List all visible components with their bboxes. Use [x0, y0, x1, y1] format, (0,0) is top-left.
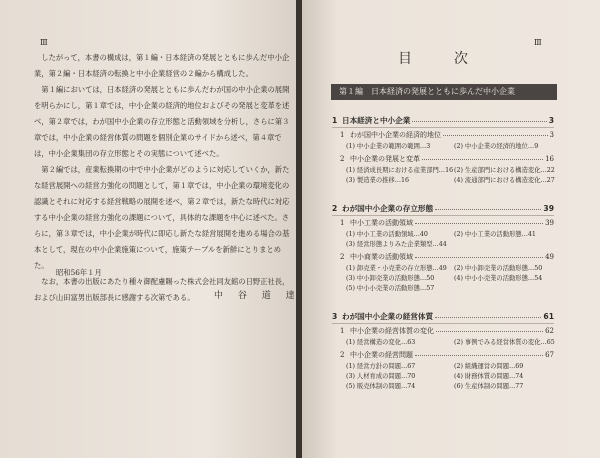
preface-line: 第２編では，産業転換期の中で中小企業がどのように対応していくか，新た — [34, 165, 290, 174]
entry-page: 3 — [549, 131, 554, 139]
entry-number: 2 — [340, 155, 345, 163]
entry-number: 3 — [332, 312, 338, 321]
entry-page: 16 — [545, 155, 554, 163]
subsection-number: (1) — [346, 363, 357, 370]
subsection-entry — [454, 142, 554, 151]
subsection-entry — [346, 382, 446, 391]
subsection-title: 中小工業の活動形態 — [464, 231, 522, 238]
entry-title: わが国中小企業の存立形態 — [342, 204, 434, 213]
entry-page: 61 — [543, 312, 554, 321]
subsection-number: (4) — [454, 275, 465, 282]
entry-page: 49 — [545, 253, 554, 261]
entry-page: 67 — [545, 351, 554, 359]
entry-number: 1 — [332, 116, 338, 125]
subsection-page: …9 — [527, 143, 539, 150]
section-entry — [340, 154, 554, 164]
part-title-bar — [331, 84, 557, 100]
subsection-title: 中小小売業の活動形態 — [464, 275, 528, 282]
subsection-number: (2) — [454, 363, 465, 370]
subsection-number: (4) — [454, 177, 465, 184]
subsection-entry — [346, 338, 446, 347]
entry-title: わが国中小企業の経営体質 — [342, 312, 434, 321]
preface-line: 業，第２編・日本経済の転換と中小企業経営の２編から構成した。 — [34, 69, 253, 78]
preface-line: らに，第３章では，中小企業が時代に即応し新たな経営展開を進める場合の基 — [34, 229, 290, 238]
subsection-entry — [346, 240, 446, 249]
subsection-title: 人材育成の問題 — [356, 373, 401, 380]
section-entry — [340, 218, 554, 228]
subsection-number: (1) — [346, 231, 357, 238]
entry-title: わが国中小企業の経済的地位 — [350, 131, 441, 139]
subsection-page: …27 — [540, 177, 555, 184]
chapter-entry — [332, 204, 554, 214]
preface-line: する中小企業の経営力強化の課題について，具体的な課題を中心に述べた。さ — [34, 213, 290, 222]
subsection-entry — [454, 176, 554, 185]
entry-title: 日本経済と中小企業 — [342, 116, 411, 125]
leader-dots — [415, 355, 543, 356]
subsection-number: (6) — [454, 383, 465, 390]
subsection-number: (3) — [346, 177, 357, 184]
subsection-entry — [346, 274, 446, 283]
subsection-page: …41 — [521, 231, 536, 238]
subsection-page: …50 — [419, 275, 435, 282]
subsection-title: 中小小売業の活動形態 — [356, 285, 420, 292]
entry-number: 1 — [340, 219, 345, 227]
subsection-title: 経済成長期における産業部門 — [356, 167, 439, 174]
subsection-page: …74 — [509, 373, 524, 380]
subsection-page: …16 — [394, 177, 410, 184]
subsection-page: …40 — [413, 231, 428, 238]
entry-title: 中小工業の活動領域 — [350, 219, 413, 227]
subsection-entry — [454, 382, 554, 391]
subsection-page: …22 — [540, 167, 555, 174]
subsection-title: 中小卸売業の活動形態 — [464, 265, 528, 272]
subsection-number: (3) — [346, 275, 357, 282]
subsection-entry — [346, 362, 446, 371]
subsection-page: …49 — [432, 265, 447, 272]
subsection-entry — [454, 166, 554, 175]
section-entry — [340, 350, 554, 360]
subsection-number: (2) — [454, 167, 465, 174]
subsection-page: …54 — [527, 275, 543, 282]
leader-dots — [435, 209, 541, 210]
entry-title: 中小商業の活動領域 — [350, 253, 413, 261]
preface-line: 章では，中小企業の経営体質の問題を個別企業のサイドから述べ，第４章で — [34, 133, 282, 142]
section-entry — [340, 130, 554, 140]
leader-dots — [415, 223, 543, 224]
subsection-page: …77 — [509, 383, 524, 390]
subsection-page: …44 — [432, 241, 447, 248]
preface-line: 認識とそれに対応する経営戦略の展開を述べ，第２章では，新たな時代に対応 — [34, 197, 290, 206]
subsection-title: 生産部門における構造変化 — [464, 167, 541, 174]
subsection-title: 製造業の推移 — [356, 177, 395, 184]
subsection-page: …74 — [401, 383, 416, 390]
subsection-entry — [346, 166, 454, 175]
subsection-page: …63 — [401, 339, 416, 346]
subsection-entry — [454, 264, 554, 273]
subsection-title: 販売体制の問題 — [356, 383, 401, 390]
subsection-title: 中小企業の経済的地位 — [464, 143, 528, 150]
subsection-number: (5) — [346, 383, 357, 390]
preface-line: た。 — [34, 261, 49, 270]
entry-page: 3 — [548, 116, 554, 125]
preface-line: したがって，本書の構成は，第１編・日本経済の発展とともに歩んだ中小企 — [34, 53, 290, 62]
subsection-title: 生産体制の問題 — [464, 383, 509, 390]
left-page-folio: Ⅲ — [40, 38, 49, 47]
preface-date: 昭和56年１月 — [56, 268, 102, 277]
chapter-underline — [332, 215, 554, 216]
subsection-entry — [346, 142, 446, 151]
subsection-entry — [346, 230, 446, 239]
subsection-page: …70 — [401, 373, 416, 380]
subsection-title: 中小企業の範囲の範囲 — [356, 143, 420, 150]
preface-line: 本として，現在の中小企業施策について，施策テーブルを新鮮にとりまとめ — [34, 245, 281, 254]
preface-line: は，中小企業集団の存立形態とその実態について述べた。 — [34, 149, 224, 158]
subsection-page: …65 — [540, 339, 555, 346]
subsection-page: …69 — [509, 363, 524, 370]
subsection-entry — [454, 362, 554, 371]
subsection-number: (4) — [454, 373, 465, 380]
subsection-title: 中小卸売業の活動形態 — [356, 275, 420, 282]
subsection-number: (1) — [346, 167, 357, 174]
preface-line: なお，本書の出版にあたり種々御配慮賜った株式会社同友館の日野正社長， — [34, 277, 290, 286]
chapter-underline — [332, 323, 554, 324]
entry-title: 中小企業の発展と変革 — [350, 155, 420, 163]
entry-title: 中小企業の経営問題 — [350, 351, 413, 359]
section-entry — [340, 326, 554, 336]
subsection-title: 経営形態よりみた企業類型 — [356, 241, 433, 248]
chapter-entry — [332, 116, 554, 126]
leader-dots — [436, 331, 543, 332]
subsection-number: (1) — [346, 339, 357, 346]
subsection-title: 事例でみる経営体質の変化 — [464, 339, 541, 346]
leader-dots — [443, 135, 548, 136]
leader-dots — [422, 159, 543, 160]
subsection-entry — [454, 372, 554, 381]
section-entry — [340, 252, 554, 262]
entry-number: 1 — [340, 327, 345, 335]
subsection-number: (3) — [346, 373, 357, 380]
subsection-title: 卸売業・小売業の存立形態 — [356, 265, 433, 272]
preface-line: を明らかにし，第１章では，中小企業の経済的地位およびその発展と変革を述 — [34, 101, 290, 110]
subsection-number: (3) — [346, 241, 357, 248]
preface-line: 第１編においては，日本経済の発展とともに歩んだわが国の中小企業の展開 — [34, 85, 290, 94]
subsection-title: 経営方針の問題 — [356, 363, 401, 370]
subsection-number: (5) — [346, 285, 357, 292]
leader-dots — [435, 317, 541, 318]
toc-title: 目 次 — [398, 51, 482, 67]
subsection-page: …3 — [419, 143, 431, 150]
subsection-title: 組織運営の問題 — [464, 363, 509, 370]
subsection-number: (2) — [454, 339, 465, 346]
subsection-page: …57 — [419, 285, 435, 292]
subsection-title: 流通部門における構造変化 — [464, 177, 541, 184]
entry-title: 中小企業の経営体質の変化 — [350, 327, 434, 335]
subsection-entry — [346, 176, 446, 185]
right-page-folio: Ⅲ — [534, 38, 542, 47]
subsection-page: …67 — [401, 363, 416, 370]
entry-number: 1 — [340, 131, 345, 139]
subsection-entry — [346, 264, 446, 273]
entry-page: 62 — [545, 327, 554, 335]
subsection-number: (1) — [346, 143, 357, 150]
subsection-entry — [454, 230, 554, 239]
subsection-number: (2) — [454, 265, 465, 272]
subsection-page: …16 — [438, 167, 454, 174]
chapter-entry — [332, 312, 554, 322]
entry-number: 2 — [332, 204, 338, 213]
subsection-title: 中小工業の活動領域 — [356, 231, 414, 238]
entry-number: 2 — [340, 351, 345, 359]
subsection-title: 経営構造の変化 — [356, 339, 401, 346]
chapter-underline — [332, 127, 554, 128]
subsection-number: (2) — [454, 143, 465, 150]
subsection-entry — [346, 284, 446, 293]
preface-line: および山田富男出版部長に感謝する次第である。 — [34, 293, 195, 302]
subsection-entry — [346, 372, 446, 381]
part-title: 第１編 日本経済の発展とともに歩んだ中小企業 — [339, 87, 515, 96]
subsection-entry — [454, 274, 554, 283]
preface-author: 中 谷 道 達 — [214, 291, 301, 301]
leader-dots — [415, 257, 543, 258]
leader-dots — [412, 121, 546, 122]
preface-line: べ，第２章では，わが国中小企業の存立形態と活動領域を分析し，さらに第３ — [34, 117, 290, 126]
subsection-number: (2) — [454, 231, 465, 238]
subsection-page: …50 — [527, 265, 543, 272]
entry-page: 39 — [545, 219, 554, 227]
entry-page: 39 — [543, 204, 554, 213]
subsection-title: 財務体質の問題 — [464, 373, 509, 380]
subsection-number: (1) — [346, 265, 357, 272]
entry-number: 2 — [340, 253, 345, 261]
subsection-entry — [454, 338, 554, 347]
preface-line: な経営展開への経営力強化の問題として，第１章では，中小企業の環境変化の — [34, 181, 290, 190]
